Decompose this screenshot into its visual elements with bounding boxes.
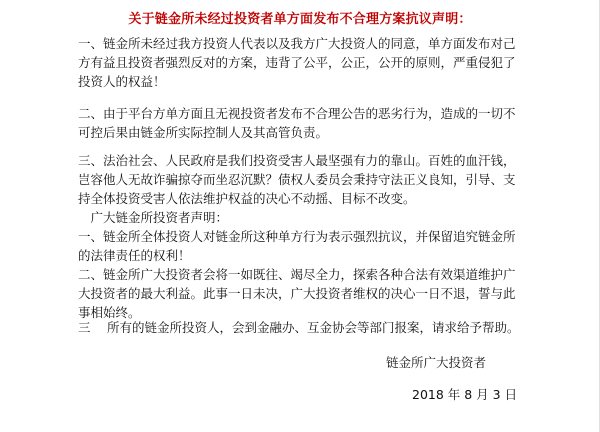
paragraph-line: 岂容他人无故诈骗掠夺而坐忍沉默？债权人委员会秉持守法正义良知，引导、支 [78,172,516,187]
paragraph-line: 广大链金所投资者声明： [78,210,229,225]
paragraph-line: 二、链金所广大投资者会将一如既往、竭尽全力，探索各种合法有效渠道维护广 [78,267,516,282]
paragraph-line: 方有益且投资者强烈反对的方案，违背了公平，公正，公开的原则，严重侵犯了 [78,55,516,70]
paragraph-line: 三 所有的链金所投资人，会到金融办、互金协会等部门报案，请求给予帮助。 [78,320,520,335]
paragraph-line: 二、由于平台方单方面且无视投资者发布不合理公告的恶劣行为，造成的一切不 [78,106,516,121]
paragraph-line: 事相始终。 [78,305,141,320]
document-title: 关于链金所未经过投资者单方面发布不合理方案抗议声明： [128,12,472,27]
paragraph-line: 的法律责任的权利！ [78,248,191,263]
paragraph-1 [78,34,558,91]
date: 2018 年 8 月 3 日 [412,387,518,402]
paragraph-line: 投资人的权益！ [78,74,166,89]
paragraph-3 [78,151,558,322]
paragraph-4 [78,318,558,337]
paragraph-line: 一、链金所未经过我方投资人代表以及我方广大投资人的同意，单方面发布对己 [78,36,516,51]
paragraph-line: 大投资者的最大利益。此事一日未决，广大投资者维权的决心一日不退，誓与此 [78,286,516,301]
paragraph-line: 持全体投资受害人依法维护权益的决心不动摇、目标不改变。 [78,191,416,206]
paragraph-line: 一、链金所全体投资人对链金所这种单方行为表示强烈抗议，并保留追究链金所 [78,229,516,244]
paragraph-2 [78,104,558,142]
signature: 链金所广大投资者 [386,355,487,370]
paragraph-line: 可控后果由链金所实际控制人及其高管负责。 [78,125,329,140]
paragraph-line: 三、法治社会、人民政府是我们投资受害人最坚强有力的靠山。百姓的血汗钱， [78,153,516,168]
